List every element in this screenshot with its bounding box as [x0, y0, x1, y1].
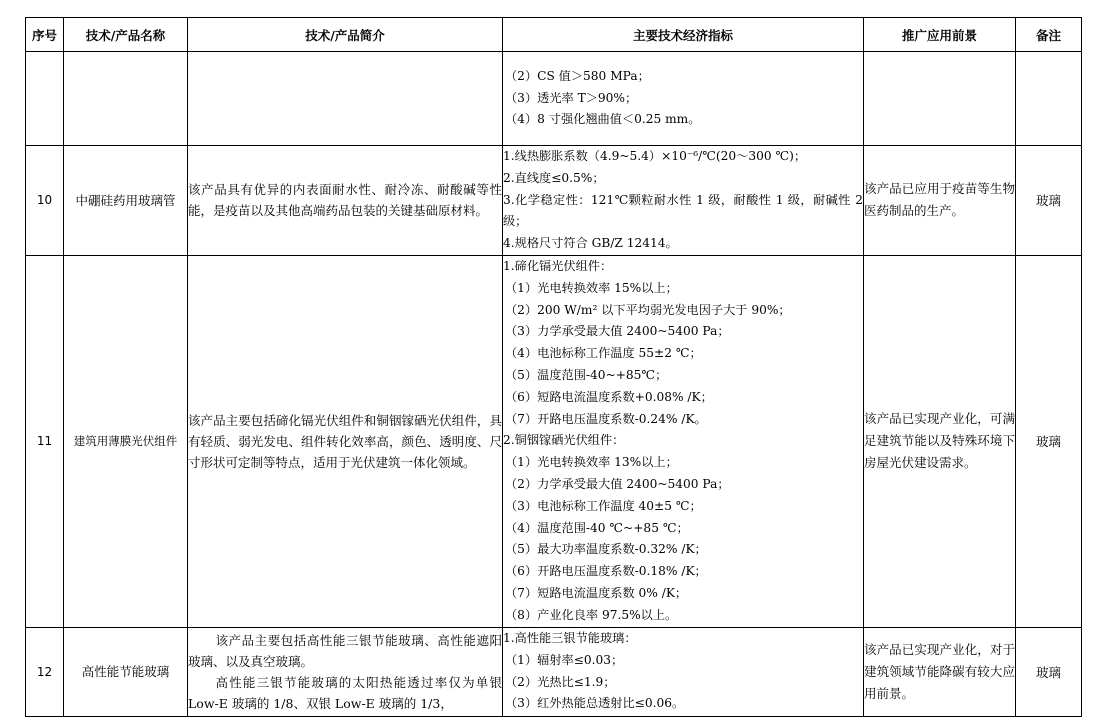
indicator-line: 3.化学稳定性：121℃颗粒耐水性 1 级，耐酸性 1 级，耐碱性 2 级；	[503, 192, 863, 229]
indicator-line: 2.铜铟镓硒光伏组件：	[503, 433, 625, 448]
indicator-line: （4）温度范围-40 ℃~+85 ℃；	[505, 520, 689, 535]
indicator-line: （6）开路电压温度系数-0.18% /K；	[505, 564, 707, 579]
indicator-line: （4）8 寸强化翘曲值＜0.25 mm。	[505, 112, 701, 127]
indicator-line: （2）力学承受最大值 2400~5400 Pa；	[505, 476, 730, 491]
indicator-line: （6）短路电流温度系数+0.08% /K；	[505, 389, 713, 404]
indicator-line: （1）光电转换效率 15%以上；	[505, 280, 678, 295]
header-intro: 技术/产品简介	[188, 18, 503, 52]
indicator-line: （3）电池标称工作温度 40±5 ℃；	[505, 498, 702, 513]
indicator-line: （2）光热比≤1.9；	[505, 674, 616, 689]
intro-paragraph: 高性能三银节能玻璃的太阳热能透过率仅为单银 Low-E 玻璃的 1/8、双银 Low-E 玻璃的 1/3，	[188, 674, 502, 711]
indicator-line: （5）最大功率温度系数-0.32% /K；	[505, 542, 707, 557]
indicator-line: 1.碲化镉光伏组件：	[503, 258, 613, 273]
table-row	[26, 255, 1082, 627]
indicator-line: （1）光电转换效率 13%以上；	[505, 455, 678, 470]
cell-indicators	[503, 255, 864, 627]
cell-indicators	[503, 52, 864, 146]
cell-name: 中硼硅药用玻璃管	[64, 146, 188, 256]
table-header-row	[26, 18, 1082, 52]
table-row	[26, 627, 1082, 716]
indicator-line: 1.线热膨胀系数（4.9~5.4）×10⁻⁶/℃(20～300 ℃)；	[503, 149, 807, 163]
document-page	[25, 17, 1081, 717]
indicator-line: （1）辐射率≤0.03；	[505, 652, 624, 667]
indicator-line: （3）红外热能总透射比≤0.06。	[505, 696, 685, 711]
indicator-line: （2）CS 值＞580 MPa；	[505, 68, 650, 83]
cell-name: 建筑用薄膜光伏组件	[64, 255, 188, 627]
header-indicators: 主要技术经济指标	[503, 18, 864, 52]
indicator-line: 1.高性能三银节能玻璃：	[503, 630, 637, 645]
cell-intro	[188, 627, 503, 716]
indicator-line: 4.规格尺寸符合 GB/Z 12414。	[503, 236, 678, 251]
cell-intro	[188, 52, 503, 146]
indicator-line: （8）产业化良率 97.5%以上。	[505, 607, 678, 622]
indicator-line: 2.直线度≤0.5%；	[503, 170, 605, 185]
cell-prospect: 该产品已应用于疫苗等生物医药制品的生产。	[864, 146, 1016, 256]
table-row	[26, 146, 1082, 256]
cell-prospect: 该产品已实现产业化，对于建筑领域节能降碳有较大应用前景。	[864, 627, 1016, 716]
indicator-line: （4）电池标称工作温度 55±2 ℃；	[505, 346, 702, 361]
cell-name: 高性能节能玻璃	[64, 627, 188, 716]
cell-intro: 该产品具有优异的内表面耐水性、耐冷冻、耐酸碱等性能，是疫苗以及其他高端药品包装的关键基础原材料。	[188, 146, 503, 256]
cell-note: 玻璃	[1016, 627, 1082, 716]
indicator-line: （3）力学承受最大值 2400~5400 Pa；	[505, 324, 730, 339]
cell-prospect: 该产品已实现产业化，可满足建筑节能以及特殊环境下房屋光伏建设需求。	[864, 255, 1016, 627]
cell-note: 玻璃	[1016, 146, 1082, 256]
cell-indicators	[503, 146, 864, 256]
header-note: 备注	[1016, 18, 1082, 52]
cell-intro: 该产品主要包括碲化镉光伏组件和铜铟镓硒光伏组件，具有轻质、弱光发电、组件转化效率高，颜色、透明度、尺寸形状可定制等特点，适用于光伏建筑一体化领域。	[188, 255, 503, 627]
indicator-line: （3）透光率 T＞90%；	[505, 90, 638, 105]
cell-no: 10	[26, 146, 64, 256]
intro-paragraph: 该产品主要包括高性能三银节能玻璃、高性能遮阳玻璃、以及真空玻璃。	[188, 632, 502, 669]
header-prospect: 推广应用前景	[864, 18, 1016, 52]
cell-name	[64, 52, 188, 146]
table-row	[26, 52, 1082, 146]
indicator-line: （7）短路电流温度系数 0% /K；	[505, 585, 688, 600]
indicator-line: （2）200 W/m² 以下平均弱光发电因子大于 90%；	[505, 302, 791, 317]
cell-note: 玻璃	[1016, 255, 1082, 627]
header-no: 序号	[26, 18, 64, 52]
header-name: 技术/产品名称	[64, 18, 188, 52]
product-table	[25, 17, 1082, 717]
cell-no	[26, 52, 64, 146]
cell-indicators	[503, 627, 864, 716]
cell-prospect	[864, 52, 1016, 146]
cell-note	[1016, 52, 1082, 146]
indicator-line: （5）温度范围-40~+85℃；	[505, 367, 668, 382]
cell-no: 12	[26, 627, 64, 716]
indicator-line: （7）开路电压温度系数-0.24% /K。	[505, 411, 707, 426]
cell-no: 11	[26, 255, 64, 627]
